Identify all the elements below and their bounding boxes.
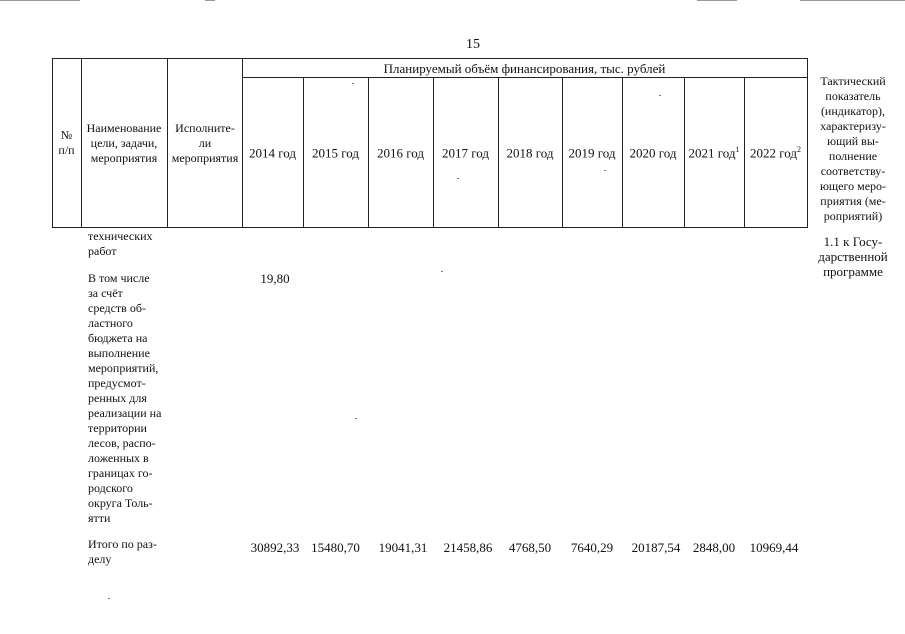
year-header-2015: 2015 год [312,145,359,161]
year-header-2014: 2014 год [249,145,296,161]
total-value-2018: 4768,50 [508,540,552,555]
header-indicator: Тактический показатель (индикатор), характеризу- ющий вы- полнение соответству- ющего меро- приятия (ме- роприятий) [819,74,887,223]
year-header-2017: 2017 год [442,145,489,161]
total-value-2020: 20187,54 [631,540,681,555]
indicator-reference-cell: 1.1 к Госу- дарственной программе [818,234,888,279]
total-value-2014: 30892,33 [250,540,300,555]
header-num: № п/п [58,128,75,157]
page-number: 15 [466,37,480,52]
total-value-2022: 10969,44 [749,540,799,555]
year-header-2019: 2019 год [568,145,616,161]
year-header-2021: 2021 год$^1$ [688,145,740,161]
year-header-2020: 2020 год [629,145,677,161]
year-header-2022: 2022 год$^2$ [750,145,801,161]
total-value-2019: 7640,29 [570,540,614,555]
total-label-cell: Итого по раз- делу [88,537,157,566]
total-value-2016: 19041,31 [378,540,428,555]
continued-name-cell: технических работ [88,229,153,258]
subtotal-2014-value: 19,80 [260,271,290,286]
year-header-2018: 2018 год [506,145,554,161]
subtotal-label-cell: В том числе за счёт средств об- ластного бюджета на выполнение мероприятий, предусмот- ренных для реализации на территории лесов, распо- ложенных в границах го- родского округа Толь- ятти [88,271,162,525]
header-executors: Исполните- ли мероприятия [171,121,239,165]
total-value-2017: 21458,86 [443,540,493,555]
header-name: Наименование цели, задачи, мероприятия [86,121,162,165]
header-funding-group: Планируемый объём финансирования, тыс. рублей [383,61,666,76]
total-value-2015: 15480,70 [311,540,360,555]
year-header-2016: 2016 год [377,145,424,161]
total-value-2021: 2848,00 [692,540,736,555]
